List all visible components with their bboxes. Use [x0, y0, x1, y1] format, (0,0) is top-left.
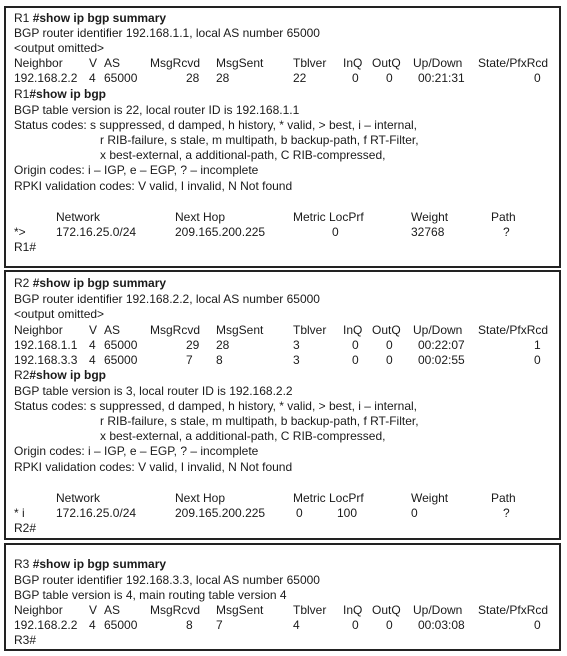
col-header-network: Network — [56, 491, 101, 505]
cell-network: 172.16.25.0/24 — [56, 506, 137, 520]
r2-output-panel — [4, 270, 561, 540]
r1-router-identifier: BGP router identifier 192.168.1.1, local AS number 65000 — [14, 26, 320, 40]
r2-table-version: BGP table version is 3, local router ID is 192.168.2.2 — [14, 384, 293, 398]
col-header-updown: Up/Down — [413, 56, 463, 70]
cell-msgsent: 7 — [216, 618, 223, 632]
r2-router-identifier: BGP router identifier 192.168.2.2, local AS number 65000 — [14, 292, 320, 306]
r2-status-codes-3: x best-external, a additional-path, C RIB-compressed, — [100, 429, 386, 443]
cell-network: 172.16.25.0/24 — [56, 225, 137, 239]
col-header-outq: OutQ — [372, 56, 401, 70]
col-header-as: AS — [104, 603, 121, 617]
col-header-neighbor: Neighbor — [14, 56, 63, 70]
cell-tblver: 4 — [293, 618, 300, 632]
cell-inq: 0 — [352, 618, 359, 632]
cell-status: * i — [14, 506, 25, 520]
cell-msgsent: 8 — [216, 353, 223, 367]
cell-v: 4 — [89, 71, 96, 85]
r2-summary-command-line: R2 #show ip bgp summary — [14, 276, 167, 290]
col-header-inq: InQ — [343, 56, 363, 70]
col-header-weight: Weight — [411, 491, 449, 505]
col-header-msgsent: MsgSent — [216, 603, 264, 617]
col-header-updown: Up/Down — [413, 323, 463, 337]
r2-output-omitted: <output omitted> — [14, 307, 105, 321]
col-header-neighbor: Neighbor — [14, 323, 63, 337]
cell-updown: 00:02:55 — [418, 353, 465, 367]
cell-path: ? — [503, 225, 510, 239]
r2-status-codes-1: Status codes: s suppressed, d damped, h history, * valid, > best, i – internal, — [14, 399, 417, 413]
r2-status-codes-2: r RIB-failure, s stale, m multipath, b backup-path, f RT-Filter, — [100, 414, 419, 428]
col-header-as: AS — [104, 323, 121, 337]
col-header-msgrcvd: MsgRcvd — [150, 603, 201, 617]
cell-as: 65000 — [104, 71, 138, 85]
cell-state-pfxrcd: 1 — [534, 338, 541, 352]
r1-table-version: BGP table version is 22, local router ID is 192.168.1.1 — [14, 103, 300, 117]
r3-table-version: BGP table version is 4, main routing table version 4 — [14, 588, 287, 602]
col-header-msgrcvd: MsgRcvd — [150, 56, 201, 70]
cell-metric: 0 — [332, 225, 339, 239]
cell-state-pfxrcd: 0 — [534, 71, 541, 85]
r1-status-codes-3: x best-external, a additional-path, C RIB-compressed, — [100, 148, 386, 162]
col-header-msgrcvd: MsgRcvd — [150, 323, 201, 337]
col-header-outq: OutQ — [372, 323, 401, 337]
r1-status-codes-1: Status codes: s suppressed, d damped, h history, * valid, > best, i – internal, — [14, 118, 417, 132]
r2-end-prompt: R2# — [14, 521, 37, 535]
col-header-state-pfxrcd: State/PfxRcd — [478, 603, 549, 617]
cell-inq: 0 — [352, 353, 359, 367]
cell-msgrcvd: 29 — [186, 338, 200, 352]
cell-updown: 00:21:31 — [418, 71, 465, 85]
cell-msgsent: 28 — [216, 338, 230, 352]
cell-updown: 00:03:08 — [418, 618, 465, 632]
r1-rpki-codes: RPKI validation codes: V valid, I invalid, N Not found — [14, 179, 293, 193]
cell-state-pfxrcd: 0 — [534, 353, 541, 367]
col-header-next-hop: Next Hop — [175, 491, 226, 505]
col-header-inq: InQ — [343, 323, 363, 337]
col-header-inq: InQ — [343, 603, 363, 617]
col-header-updown: Up/Down — [413, 603, 463, 617]
r3-end-prompt: R3# — [14, 633, 37, 647]
cell-inq: 0 — [352, 338, 359, 352]
r1-output-panel — [4, 6, 561, 268]
cell-tblver: 22 — [293, 71, 307, 85]
cell-msgsent: 28 — [216, 71, 230, 85]
r1-status-codes-2: r RIB-failure, s stale, m multipath, b backup-path, f RT-Filter, — [100, 133, 419, 147]
cell-weight: 32768 — [411, 225, 445, 239]
col-header-tblver: Tblver — [293, 603, 327, 617]
cell-outq: 0 — [386, 618, 393, 632]
cell-tblver: 3 — [293, 353, 300, 367]
col-header-next-hop: Next Hop — [175, 210, 226, 224]
col-header-tblver: Tblver — [293, 56, 327, 70]
r2-bgp-command-line: R2#show ip bgp — [14, 368, 107, 382]
cell-next-hop: 209.165.200.225 — [175, 225, 266, 239]
cell-neighbor: 192.168.1.1 — [14, 338, 78, 352]
cell-v: 4 — [89, 353, 96, 367]
col-header-state-pfxrcd: State/PfxRcd — [478, 323, 549, 337]
col-header-weight: Weight — [411, 210, 449, 224]
cell-tblver: 3 — [293, 338, 300, 352]
r2-rpki-codes: RPKI validation codes: V valid, I invalid, N Not found — [14, 460, 293, 474]
col-header-v: V — [89, 323, 98, 337]
cell-neighbor: 192.168.3.3 — [14, 353, 78, 367]
r1-bgp-command-line: R1#show ip bgp — [14, 87, 107, 101]
cell-outq: 0 — [386, 338, 393, 352]
cell-locprf: 100 — [337, 506, 358, 520]
cell-next-hop: 209.165.200.225 — [175, 506, 266, 520]
cell-v: 4 — [89, 338, 96, 352]
cell-as: 65000 — [104, 618, 138, 632]
col-header-neighbor: Neighbor — [14, 603, 63, 617]
r1-end-prompt: R1# — [14, 240, 37, 254]
cell-neighbor: 192.168.2.2 — [14, 71, 78, 85]
cell-v: 4 — [89, 618, 96, 632]
cell-outq: 0 — [386, 71, 393, 85]
cell-neighbor: 192.168.2.2 — [14, 618, 78, 632]
cell-state-pfxrcd: 0 — [534, 618, 541, 632]
col-header-v: V — [89, 603, 98, 617]
col-header-msgsent: MsgSent — [216, 323, 264, 337]
col-header-v: V — [89, 56, 98, 70]
cell-path: ? — [503, 506, 510, 520]
col-header-outq: OutQ — [372, 603, 401, 617]
col-header-path: Path — [491, 491, 516, 505]
col-header-tblver: Tblver — [293, 323, 327, 337]
col-header-metric-locprf: Metric LocPrf — [293, 491, 364, 505]
cell-outq: 0 — [386, 353, 393, 367]
r3-output-panel — [4, 543, 561, 651]
cell-as: 65000 — [104, 353, 138, 367]
cell-updown: 00:22:07 — [418, 338, 465, 352]
cell-metric: 0 — [296, 506, 303, 520]
col-header-msgsent: MsgSent — [216, 56, 264, 70]
cell-inq: 0 — [352, 71, 359, 85]
cell-msgrcvd: 8 — [186, 618, 193, 632]
cell-weight: 0 — [411, 506, 418, 520]
col-header-metric-locprf: Metric LocPrf — [293, 210, 364, 224]
r3-router-identifier: BGP router identifier 192.168.3.3, local AS number 65000 — [14, 573, 320, 587]
r1-output-omitted: <output omitted> — [14, 41, 105, 55]
cell-msgrcvd: 7 — [186, 353, 193, 367]
r1-origin-codes: Origin codes: i – IGP, e – EGP, ? – incomplete — [14, 163, 259, 177]
r3-summary-command-line: R3 #show ip bgp summary — [14, 557, 167, 571]
col-header-network: Network — [56, 210, 101, 224]
r2-origin-codes: Origin codes: i – IGP, e – EGP, ? – incomplete — [14, 444, 259, 458]
col-header-state-pfxrcd: State/PfxRcd — [478, 56, 549, 70]
col-header-as: AS — [104, 56, 121, 70]
col-header-path: Path — [491, 210, 516, 224]
cell-as: 65000 — [104, 338, 138, 352]
r1-summary-command-line: R1 #show ip bgp summary — [14, 11, 167, 25]
cell-msgrcvd: 28 — [186, 71, 200, 85]
cell-status: *> — [14, 225, 26, 239]
